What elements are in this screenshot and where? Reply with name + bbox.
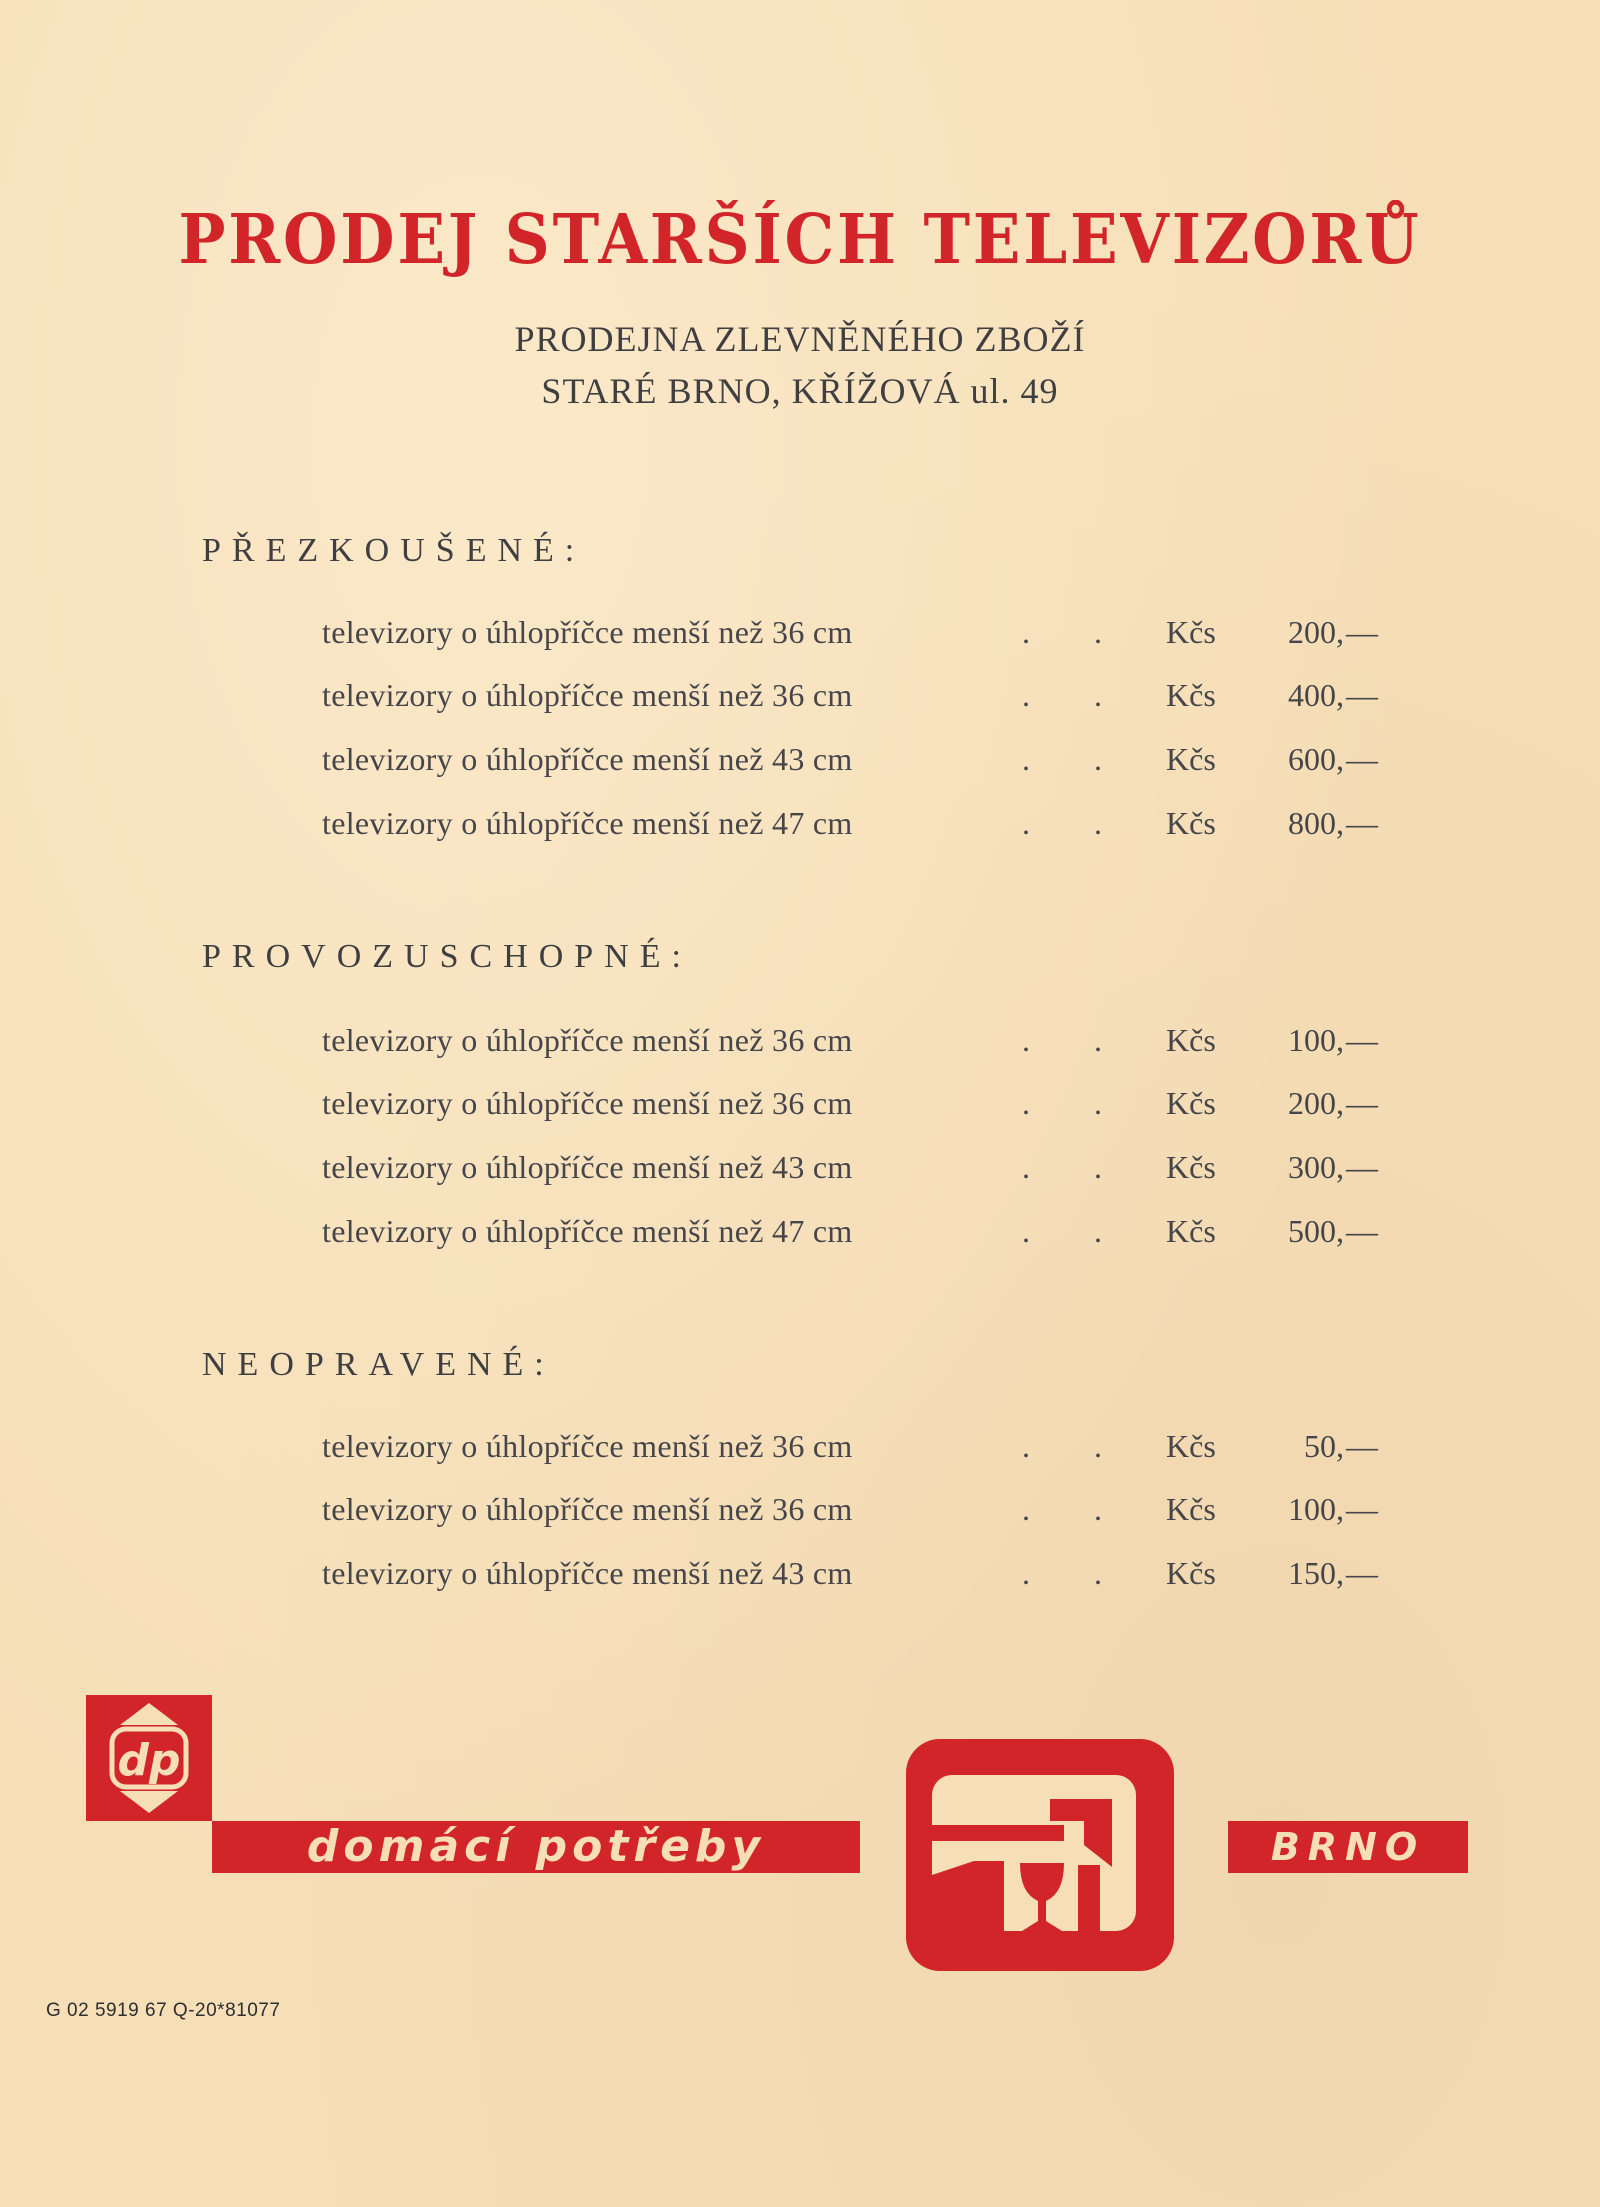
price: 600, — [1288, 741, 1344, 777]
item-description: televizory o úhlopříčce menší než 36 cm — [322, 614, 853, 650]
price-row — [322, 677, 1378, 721]
leader-dots: . . — [1022, 1491, 1130, 1527]
price: 200, — [1288, 614, 1344, 650]
price-dash: — — [1346, 1555, 1378, 1591]
currency: Kčs — [1166, 805, 1216, 841]
price-row — [322, 1022, 1378, 1066]
leader-dots: . . — [1022, 805, 1130, 841]
leader-dots: . . — [1022, 614, 1130, 650]
dp-logo-icon — [86, 1695, 212, 1821]
price-row — [322, 1491, 1378, 1535]
price-row — [322, 614, 1378, 658]
price-dash: — — [1346, 1213, 1378, 1249]
price-dash: — — [1346, 1022, 1378, 1058]
currency: Kčs — [1166, 1022, 1216, 1058]
price: 400, — [1288, 677, 1344, 713]
currency: Kčs — [1166, 1213, 1216, 1249]
leader-dots: . . — [1022, 1022, 1130, 1058]
price-row — [322, 741, 1378, 785]
price: 300, — [1288, 1149, 1344, 1185]
item-description: televizory o úhlopříčce menší než 36 cm — [322, 1022, 853, 1058]
item-description: televizory o úhlopříčce menší než 43 cm — [322, 1149, 853, 1185]
price-dash: — — [1346, 614, 1378, 650]
price-row — [322, 805, 1378, 849]
item-description: televizory o úhlopříčce menší než 47 cm — [322, 805, 853, 841]
item-description: televizory o úhlopříčce menší než 47 cm — [322, 1213, 853, 1249]
price-dash: — — [1346, 677, 1378, 713]
section-heading-unrepaired: NEOPRAVENÉ: — [202, 1346, 555, 1383]
price: 800, — [1288, 805, 1344, 841]
leader-dots: . . — [1022, 677, 1130, 713]
currency: Kčs — [1166, 1428, 1216, 1464]
price: 500, — [1288, 1213, 1344, 1249]
price-dash: — — [1346, 1491, 1378, 1527]
leader-dots: . . — [1022, 1149, 1130, 1185]
leader-dots: . . — [1022, 1555, 1130, 1591]
leader-dots: . . — [1022, 1085, 1130, 1121]
section-heading-operational: PROVOZUSCHOPNÉ: — [202, 938, 692, 975]
currency: Kčs — [1166, 1555, 1216, 1591]
currency: Kčs — [1166, 614, 1216, 650]
shop-address: STARÉ BRNO, KŘÍŽOVÁ ul. 49 — [541, 371, 1059, 411]
city-band: BRNO — [1228, 1821, 1468, 1873]
price-row — [322, 1428, 1378, 1472]
price-dash: — — [1346, 1085, 1378, 1121]
currency: Kčs — [1166, 677, 1216, 713]
currency: Kčs — [1166, 1491, 1216, 1527]
item-description: televizory o úhlopříčce menší než 36 cm — [322, 1085, 853, 1121]
price: 200, — [1288, 1085, 1344, 1121]
leader-dots: . . — [1022, 1213, 1130, 1249]
currency: Kčs — [1166, 741, 1216, 777]
shop-name: PRODEJNA ZLEVNĚNÉHO ZBOŽÍ — [514, 319, 1086, 359]
print-code: G 02 5919 67 Q-20*81077 — [46, 2000, 281, 2021]
price: 100, — [1288, 1491, 1344, 1527]
item-description: televizory o úhlopříčce menší než 43 cm — [322, 1555, 853, 1591]
price: 150, — [1288, 1555, 1344, 1591]
household-goods-emblem-icon — [900, 1733, 1180, 1977]
price-dash: — — [1346, 805, 1378, 841]
price-dash: — — [1346, 1428, 1378, 1464]
item-description: televizory o úhlopříčce menší než 43 cm — [322, 741, 853, 777]
currency: Kčs — [1166, 1149, 1216, 1185]
price-dash: — — [1346, 741, 1378, 777]
item-description: televizory o úhlopříčce menší než 36 cm — [322, 677, 853, 713]
poster-title: PRODEJ STARŠÍCH TELEVIZORŮ — [178, 200, 1422, 280]
price: 50, — [1304, 1428, 1344, 1464]
price: 100, — [1288, 1022, 1344, 1058]
price-row — [322, 1085, 1378, 1129]
price-row — [322, 1555, 1378, 1599]
price-row — [322, 1149, 1378, 1193]
currency: Kčs — [1166, 1085, 1216, 1121]
item-description: televizory o úhlopříčce menší než 36 cm — [322, 1491, 853, 1527]
dp-monogram-text: dp — [117, 1735, 181, 1786]
section-heading-tested: PŘEZKOUŠENÉ: — [202, 532, 586, 569]
company-name-band: domácí potřeby — [212, 1821, 860, 1873]
price-row — [322, 1213, 1378, 1257]
item-description: televizory o úhlopříčce menší než 36 cm — [322, 1428, 853, 1464]
leader-dots: . . — [1022, 1428, 1130, 1464]
price-dash: — — [1346, 1149, 1378, 1185]
dp-monogram-icon — [86, 1695, 212, 1821]
leader-dots: . . — [1022, 741, 1130, 777]
